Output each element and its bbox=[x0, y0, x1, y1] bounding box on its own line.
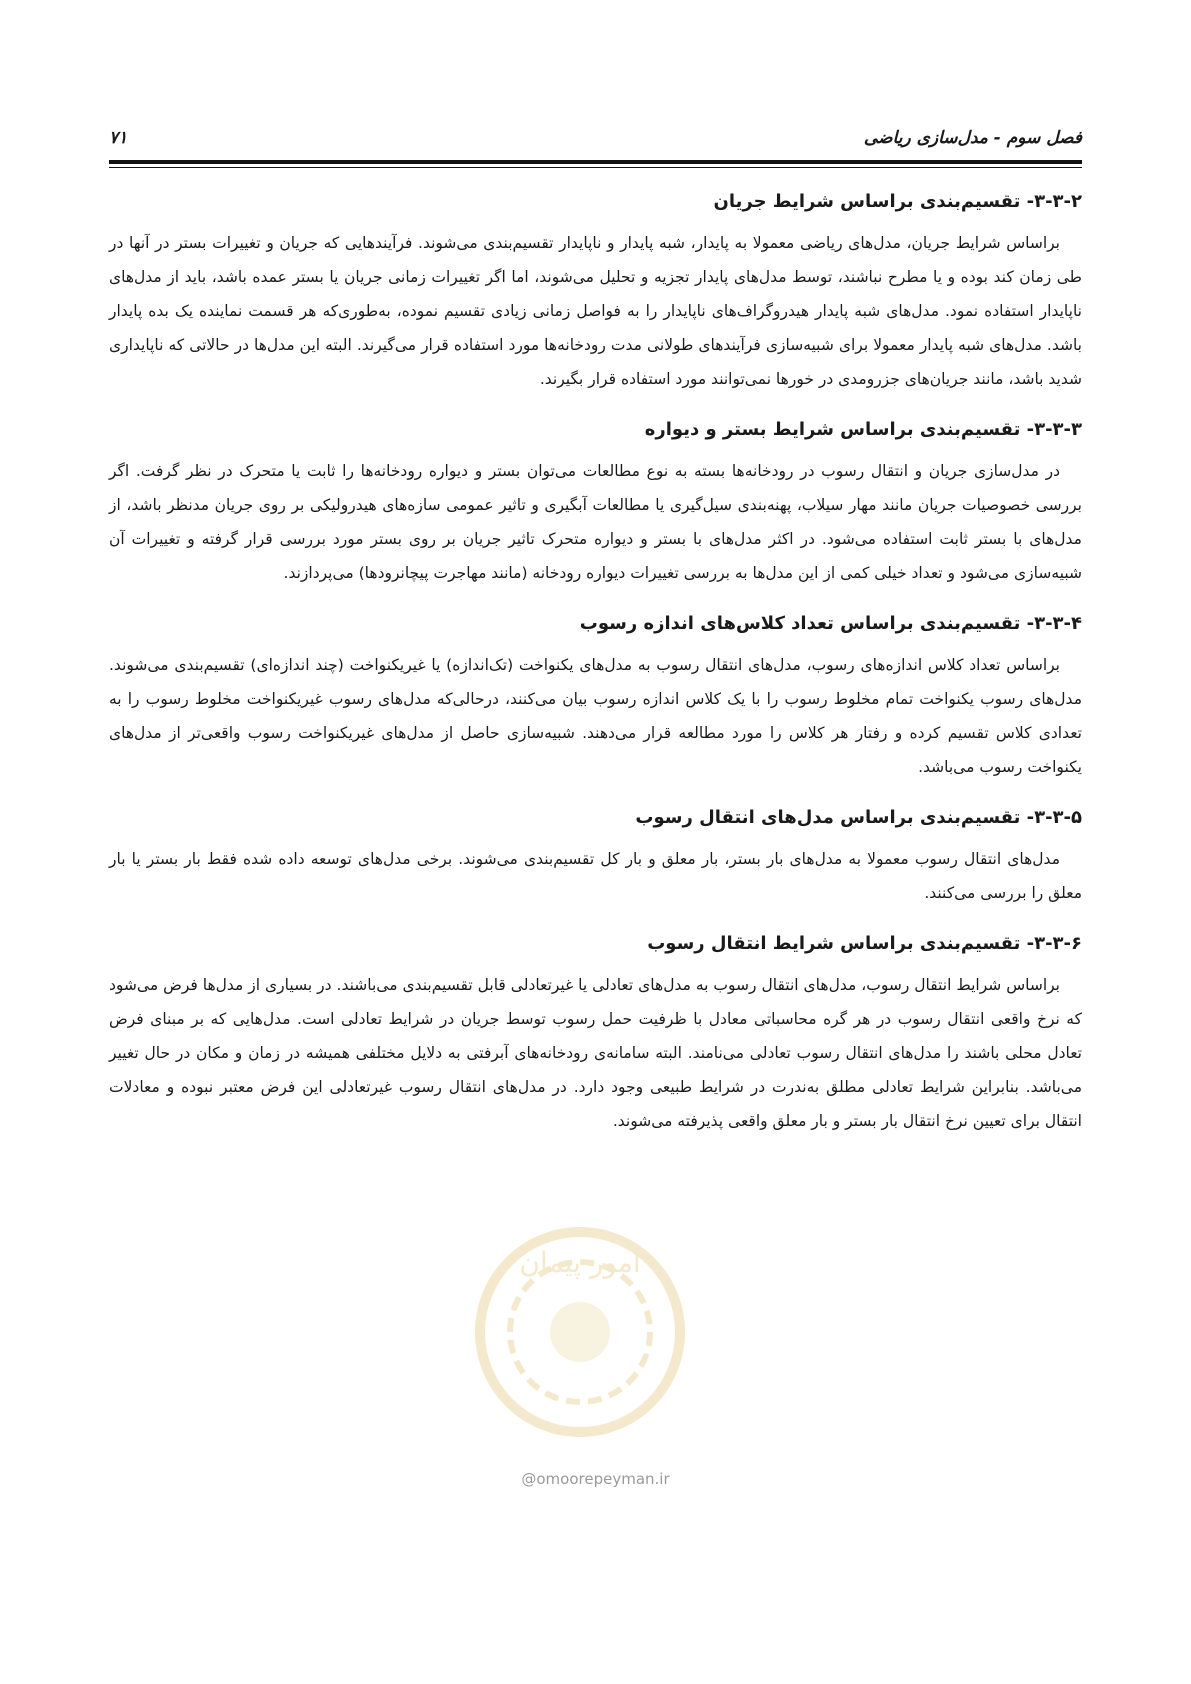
section-heading: ۳-۳-۴- تقسیم‌بندی براساس تعداد کلاس‌های اندازه رسوب bbox=[579, 613, 1082, 634]
section-heading: ۳-۳-۵- تقسیم‌بندی براساس مدل‌های انتقال رسوب bbox=[635, 807, 1082, 828]
section-transport-models bbox=[109, 802, 1082, 910]
section-paragraph: مدل‌های انتقال رسوب معمولا به مدل‌های بار بستر، بار معلق و بار کل تقسیم‌بندی می‌شوند. برخی مدل‌های توسعه داده شده فقط بار بستر یا بار معلق را بررسی می‌کنند. bbox=[109, 850, 1082, 902]
section-heading: ۳-۳-۶- تقسیم‌بندی براساس شرایط انتقال رسوب bbox=[647, 933, 1082, 954]
section-paragraph: براساس تعداد کلاس اندازه‌های رسوب، مدل‌های انتقال رسوب به مدل‌های یکنواخت (تک‌اندازه) یا غیریکنواخت (چند اندازه‌ای) تقسیم‌بندی می‌شوند. مدل‌های رسوب یکنواخت تمام مخلوط رسوب را با یک کلاس اندازه رسوب بیان می‌کنند، درحالی‌که مدل‌های رسوب غیریکنواخت مخلوط رسوب را به تعدادی کلاس تقسیم کرده و رفتار هر کلاس را مورد مطالعه قرار می‌دهند. شبیه‌سازی حاصل از مدل‌های غیریکنواخت رسوب واقعی‌تر از مدل‌های یکنواخت رسوب می‌باشد. bbox=[109, 656, 1082, 776]
section-size-classes bbox=[109, 608, 1082, 784]
section-heading: ۳-۳-۳- تقسیم‌بندی براساس شرایط بستر و دیواره bbox=[644, 419, 1082, 440]
page-number: ۷۱ bbox=[109, 128, 128, 148]
document-page bbox=[109, 0, 1082, 1684]
header-rule-thin bbox=[109, 167, 1082, 168]
chapter-title: فصل سوم - مدل‌سازی ریاضی bbox=[863, 128, 1082, 148]
header-rule-thick bbox=[109, 160, 1082, 164]
section-paragraph: براساس شرایط جریان، مدل‌های ریاضی معمولا به پایدار، شبه پایدار و ناپایدار تقسیم‌بندی می‌شوند. فرآیندهایی که جریان و تغییرات بستر در آنها در طی زمان کند بوده و یا مطرح نباشند، توسط مدل‌های پایدار تجزیه و تحلیل می‌شوند، اما اگر تغییرات زمانی جریان یا بستر عمده باشد، باید از مدل‌های ناپایدار استفاده نمود. مدل‌های شبه پایدار هیدروگراف‌های ناپایدار را به فواصل زمانی زیادی تقسیم نموده، به‌طوری‌که هر قسمت نماینده یک بده پایدار باشد. مدل‌های شبه پایدار معمولا برای شبیه‌سازی فرآیندهای طولانی مدت رودخانه‌ها مورد استفاده قرار می‌گیرند. البته این مدل‌ها در حالاتی که ناپایداری شدید باشد، مانند جریان‌های جزرومدی در خورها نمی‌توانند مورد استفاده قرار بگیرند. bbox=[109, 234, 1082, 388]
section-transport-conditions bbox=[109, 928, 1082, 1138]
page-content bbox=[109, 186, 1082, 1156]
section-flow-conditions bbox=[109, 186, 1082, 396]
running-head bbox=[109, 124, 1082, 152]
section-paragraph: در مدل‌سازی جریان و انتقال رسوب در رودخانه‌ها بسته به نوع مطالعات می‌توان بستر و دیواره رودخانه‌ها را ثابت یا متحرک در نظر گرفت. اگر بررسی خصوصیات جریان مانند مهار سیلاب، پهنه‌بندی سیل‌گیری یا مطالعات آبگیری و تاثیر عمومی سازه‌های هیدرولیکی بر روی جریان مدنظر باشد، از مدل‌های با بستر ثابت استفاده می‌شود. در اکثر مدل‌های با بستر و دیواره متحرک تاثیر جریان بر روی بستر مورد بررسی قرار گرفته و تغییرات آن شبیه‌سازی می‌شود و تعداد خیلی کمی از این مدل‌ها به بررسی تغییرات دیواره رودخانه (مانند مهاجرت پیچانرودها) می‌پردازند. bbox=[109, 462, 1082, 582]
watermark-url: @omoorepeyman.ir bbox=[521, 1470, 670, 1488]
section-paragraph: براساس شرایط انتقال رسوب، مدل‌های انتقال رسوب به مدل‌های تعادلی یا غیرتعادلی قابل تقسیم‌بندی می‌باشند. در بسیاری از مدل‌ها فرض می‌شود که نرخ واقعی انتقال رسوب در هر گره محاسباتی معادل با ظرفیت حمل رسوب توسط جریان در شرایط تعادلی است. مدل‌هایی که بر مبنای فرض تعادل محلی باشند را مدل‌های انتقال رسوب تعادلی می‌نامند. البته سامانه‌ی رودخانه‌های آبرفتی به دلایل مختلفی همیشه در زمان و مکان در حال تغییر می‌باشد. بنابراین شرایط تعادلی مطلق به‌ندرت در شرایط طبیعی وجود دارد. در مدل‌های انتقال رسوب غیرتعادلی این فرض معتبر نبوده و معادلات انتقال برای تعیین نرخ انتقال بار بستر و بار معلق واقعی پذیرفته می‌شوند. bbox=[109, 976, 1082, 1130]
watermark-logo-text: امور پیمان bbox=[519, 1246, 641, 1279]
section-heading: ۳-۳-۲- تقسیم‌بندی براساس شرایط جریان bbox=[713, 191, 1082, 212]
section-bed-and-bank bbox=[109, 414, 1082, 590]
